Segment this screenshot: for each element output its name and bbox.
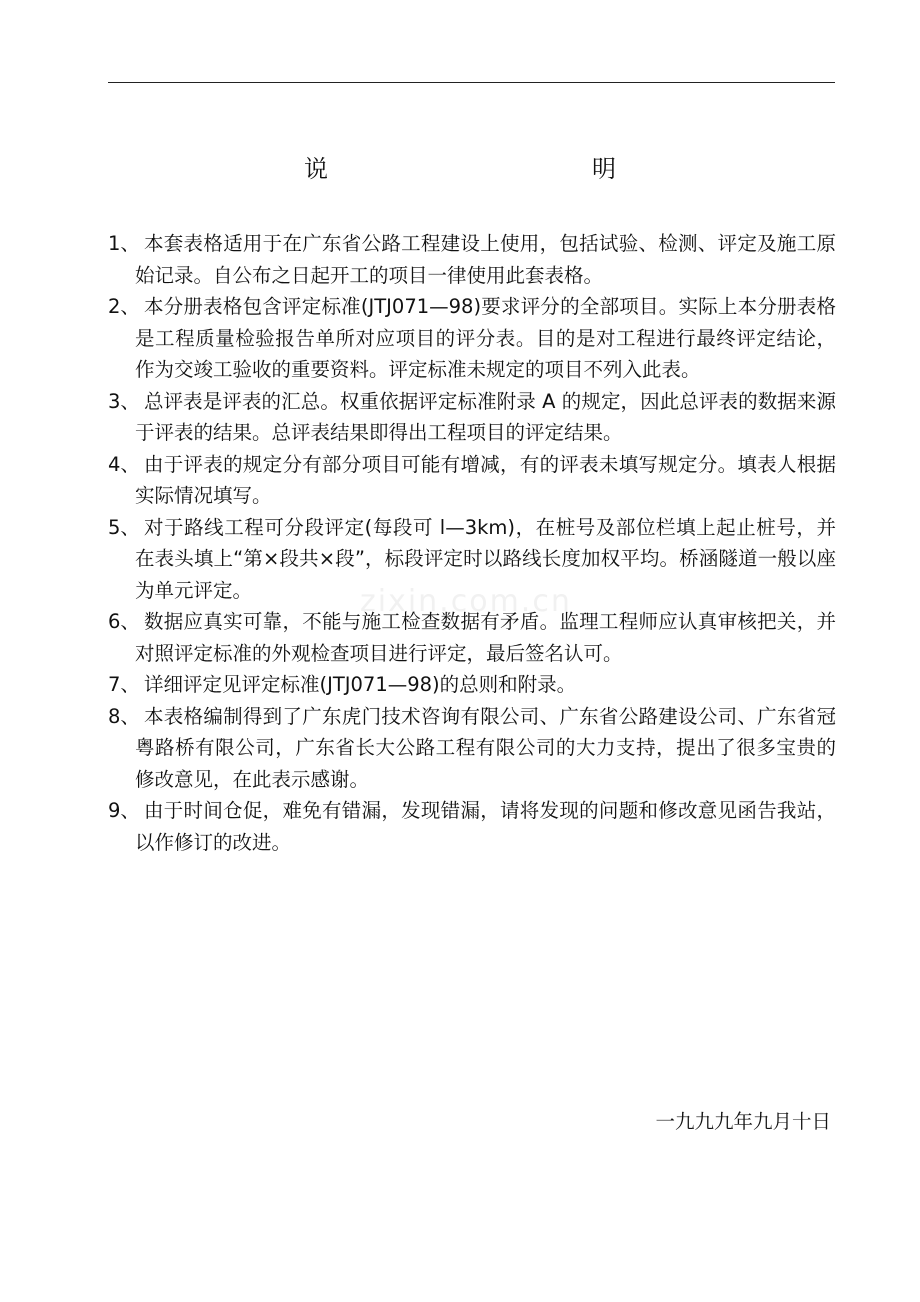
item-number: 4、 <box>108 452 140 476</box>
item-text: 本表格编制得到了广东虎门技术咨询有限公司、广东省公路建设公司、广东省冠粤路桥有限公司，广东省长大公路工程有限公司的大力支持，提出了很多宝贵的修改意见，在此表示感谢。 <box>135 704 836 791</box>
list-item <box>108 386 836 449</box>
list-item <box>108 795 836 858</box>
item-number: 9、 <box>108 799 140 822</box>
document-date: 一九九九年九月十日 <box>655 1110 831 1133</box>
instruction-list <box>108 228 836 858</box>
list-item <box>108 449 836 512</box>
page-title: 说 明 <box>304 155 688 183</box>
item-text: 本分册表格包含评定标准(JTJ071—98)要求评分的全部项目。实际上本分册表格是工程质量检验报告单所对应项目的评分表。目的是对工程进行最终评定结论，作为交竣工验收的重要资料。评定标准未规定的项目不列入此表。 <box>135 295 836 381</box>
list-item <box>108 228 836 291</box>
item-number: 6、 <box>108 610 140 633</box>
item-text: 对于路线工程可分段评定(每段可 l—3km)，在桩号及部位栏填上起止桩号，并在表头填上“第×段共×段”，标段评定时以路线长度加权平均。桥涵隧道一般以座为单元评定。 <box>135 515 836 602</box>
item-text: 由于评表的规定分有部分项目可能有增减，有的评表未填写规定分。填表人根据实际情况填写。 <box>135 452 836 507</box>
item-number: 3、 <box>108 389 140 413</box>
list-item <box>108 669 836 701</box>
item-text: 数据应真实可靠，不能与施工检查数据有矛盾。监理工程师应认真审核把关，并对照评定标准的外观检查项目进行评定，最后签名认可。 <box>135 610 836 665</box>
watermark-text: zixin.com.cn <box>360 584 572 619</box>
item-text: 总评表是评表的汇总。权重依据评定标准附录 A 的规定，因此总评表的数据来源于评表的结果。总评表结果即得出工程项目的评定结果。 <box>135 389 836 444</box>
item-number: 7、 <box>108 673 140 696</box>
item-number: 2、 <box>108 295 140 318</box>
item-number: 5、 <box>108 515 140 539</box>
item-text: 本套表格适用于在广东省公路工程建设上使用，包括试验、检测、评定及施工原始记录。自公布之日起开工的项目一律使用此套表格。 <box>135 232 836 287</box>
item-text: 详细评定见评定标准(JTJ071—98)的总则和附录。 <box>144 673 577 696</box>
item-number: 1、 <box>108 232 140 255</box>
item-number: 8、 <box>108 704 140 728</box>
item-text: 由于时间仓促，难免有错漏，发现错漏，请将发现的问题和修改意见函告我站，以作修订的改进。 <box>135 799 836 854</box>
list-item <box>108 291 836 386</box>
list-item <box>108 701 836 796</box>
header-rule <box>108 82 835 83</box>
